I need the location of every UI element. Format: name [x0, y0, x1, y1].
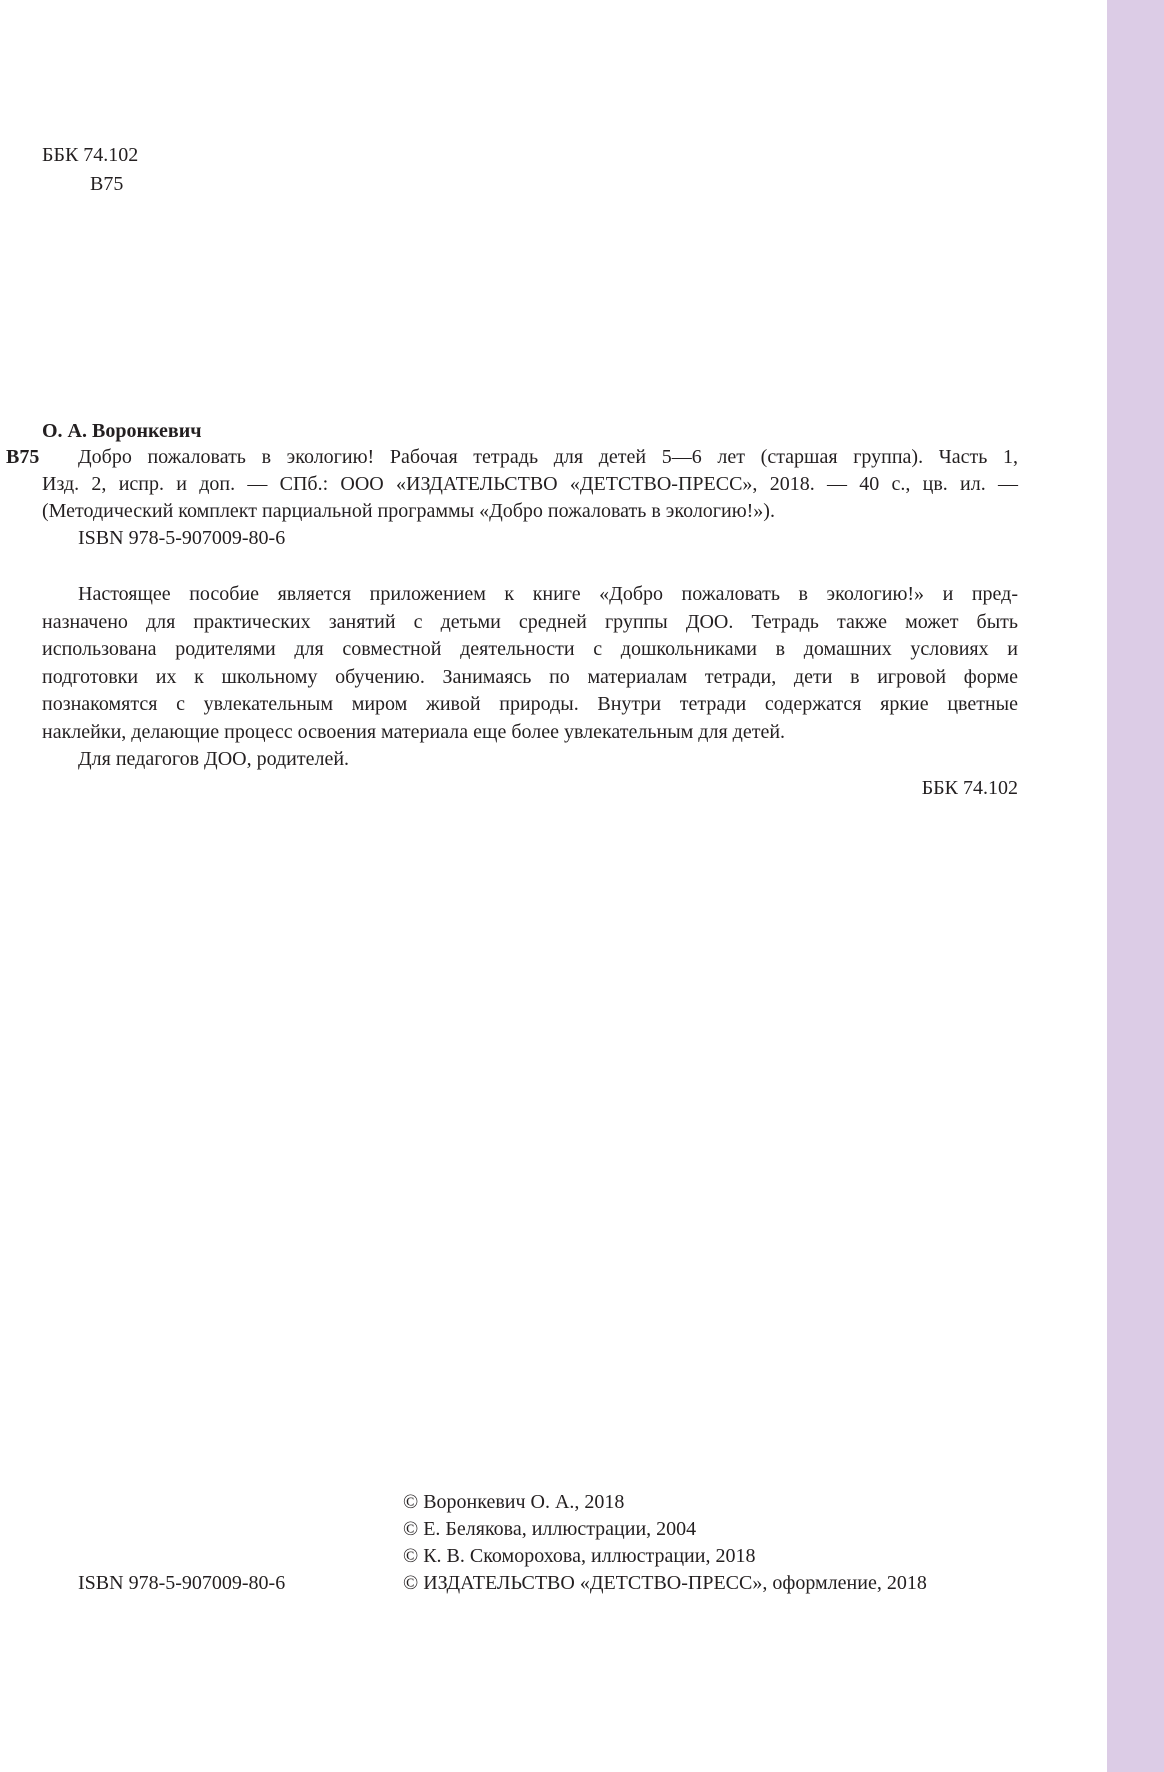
- isbn-imprint: ISBN 978-5-907009-80-6: [78, 1572, 286, 1594]
- annotation-line: назначено для практических занятий с детьми средней группы ДОО. Тетрадь также может быть: [42, 610, 1018, 633]
- bbk-index-bottom: ББК 74.102: [921, 777, 1018, 799]
- bbk-index: ББК 74.102: [42, 144, 139, 166]
- side-color-strip: [1107, 0, 1164, 1772]
- isbn-line: ISBN 978-5-907009-80-6: [78, 527, 286, 549]
- annotation-line: подготовки их к школьному обучению. Занимаясь по материалам тетради, дети в игровой форме: [42, 665, 1018, 688]
- annotation-line: Настоящее пособие является приложением к книге «Добро пожаловать в экологию!» и пред-: [78, 583, 1018, 605]
- author-name: О. А. Воронкевич: [42, 420, 202, 442]
- copyright-line: © ИЗДАТЕЛЬСТВО «ДЕТСТВО-ПРЕСС», оформление, 2018: [403, 1572, 927, 1594]
- author-sign: В75: [90, 173, 124, 195]
- annotation-line: использована родителями для совместной деятельности с дошкольниками в домашних условиях и: [42, 638, 1018, 660]
- annotation-line: познакомятся с увлекательным миром живой природы. Внутри тетради содержатся яркие цветные: [42, 693, 1018, 715]
- copyright-line: © К. В. Скоморохова, иллюстрации, 2018: [403, 1545, 756, 1567]
- description-line: Изд. 2, испр. и доп. — СПб.: ООО «ИЗДАТЕЛЬСТВО «ДЕТСТВО-ПРЕСС», 2018. — 40 с., цв. ил. —: [42, 473, 1018, 495]
- description-line: Добро пожаловать в экологию! Рабочая тетрадь для детей 5—6 лет (старшая группа). Часть 1,: [78, 446, 1018, 468]
- audience-line: Для педагогов ДОО, родителей.: [78, 748, 350, 770]
- author-sign-bold: В75: [6, 446, 40, 468]
- annotation-line: наклейки, делающие процесс освоения материала еще более увлекательным для детей.: [42, 720, 786, 743]
- copyright-block: [403, 1489, 927, 1597]
- bibliographic-description: [42, 444, 1018, 552]
- description-line: (Методический комплект парциальной программы «Добро пожаловать в экологию!»).: [42, 500, 775, 522]
- copyright-line: © Е. Белякова, иллюстрации, 2004: [403, 1518, 697, 1540]
- copyright-line: © Воронкевич О. А., 2018: [403, 1491, 625, 1513]
- annotation: [42, 581, 1018, 774]
